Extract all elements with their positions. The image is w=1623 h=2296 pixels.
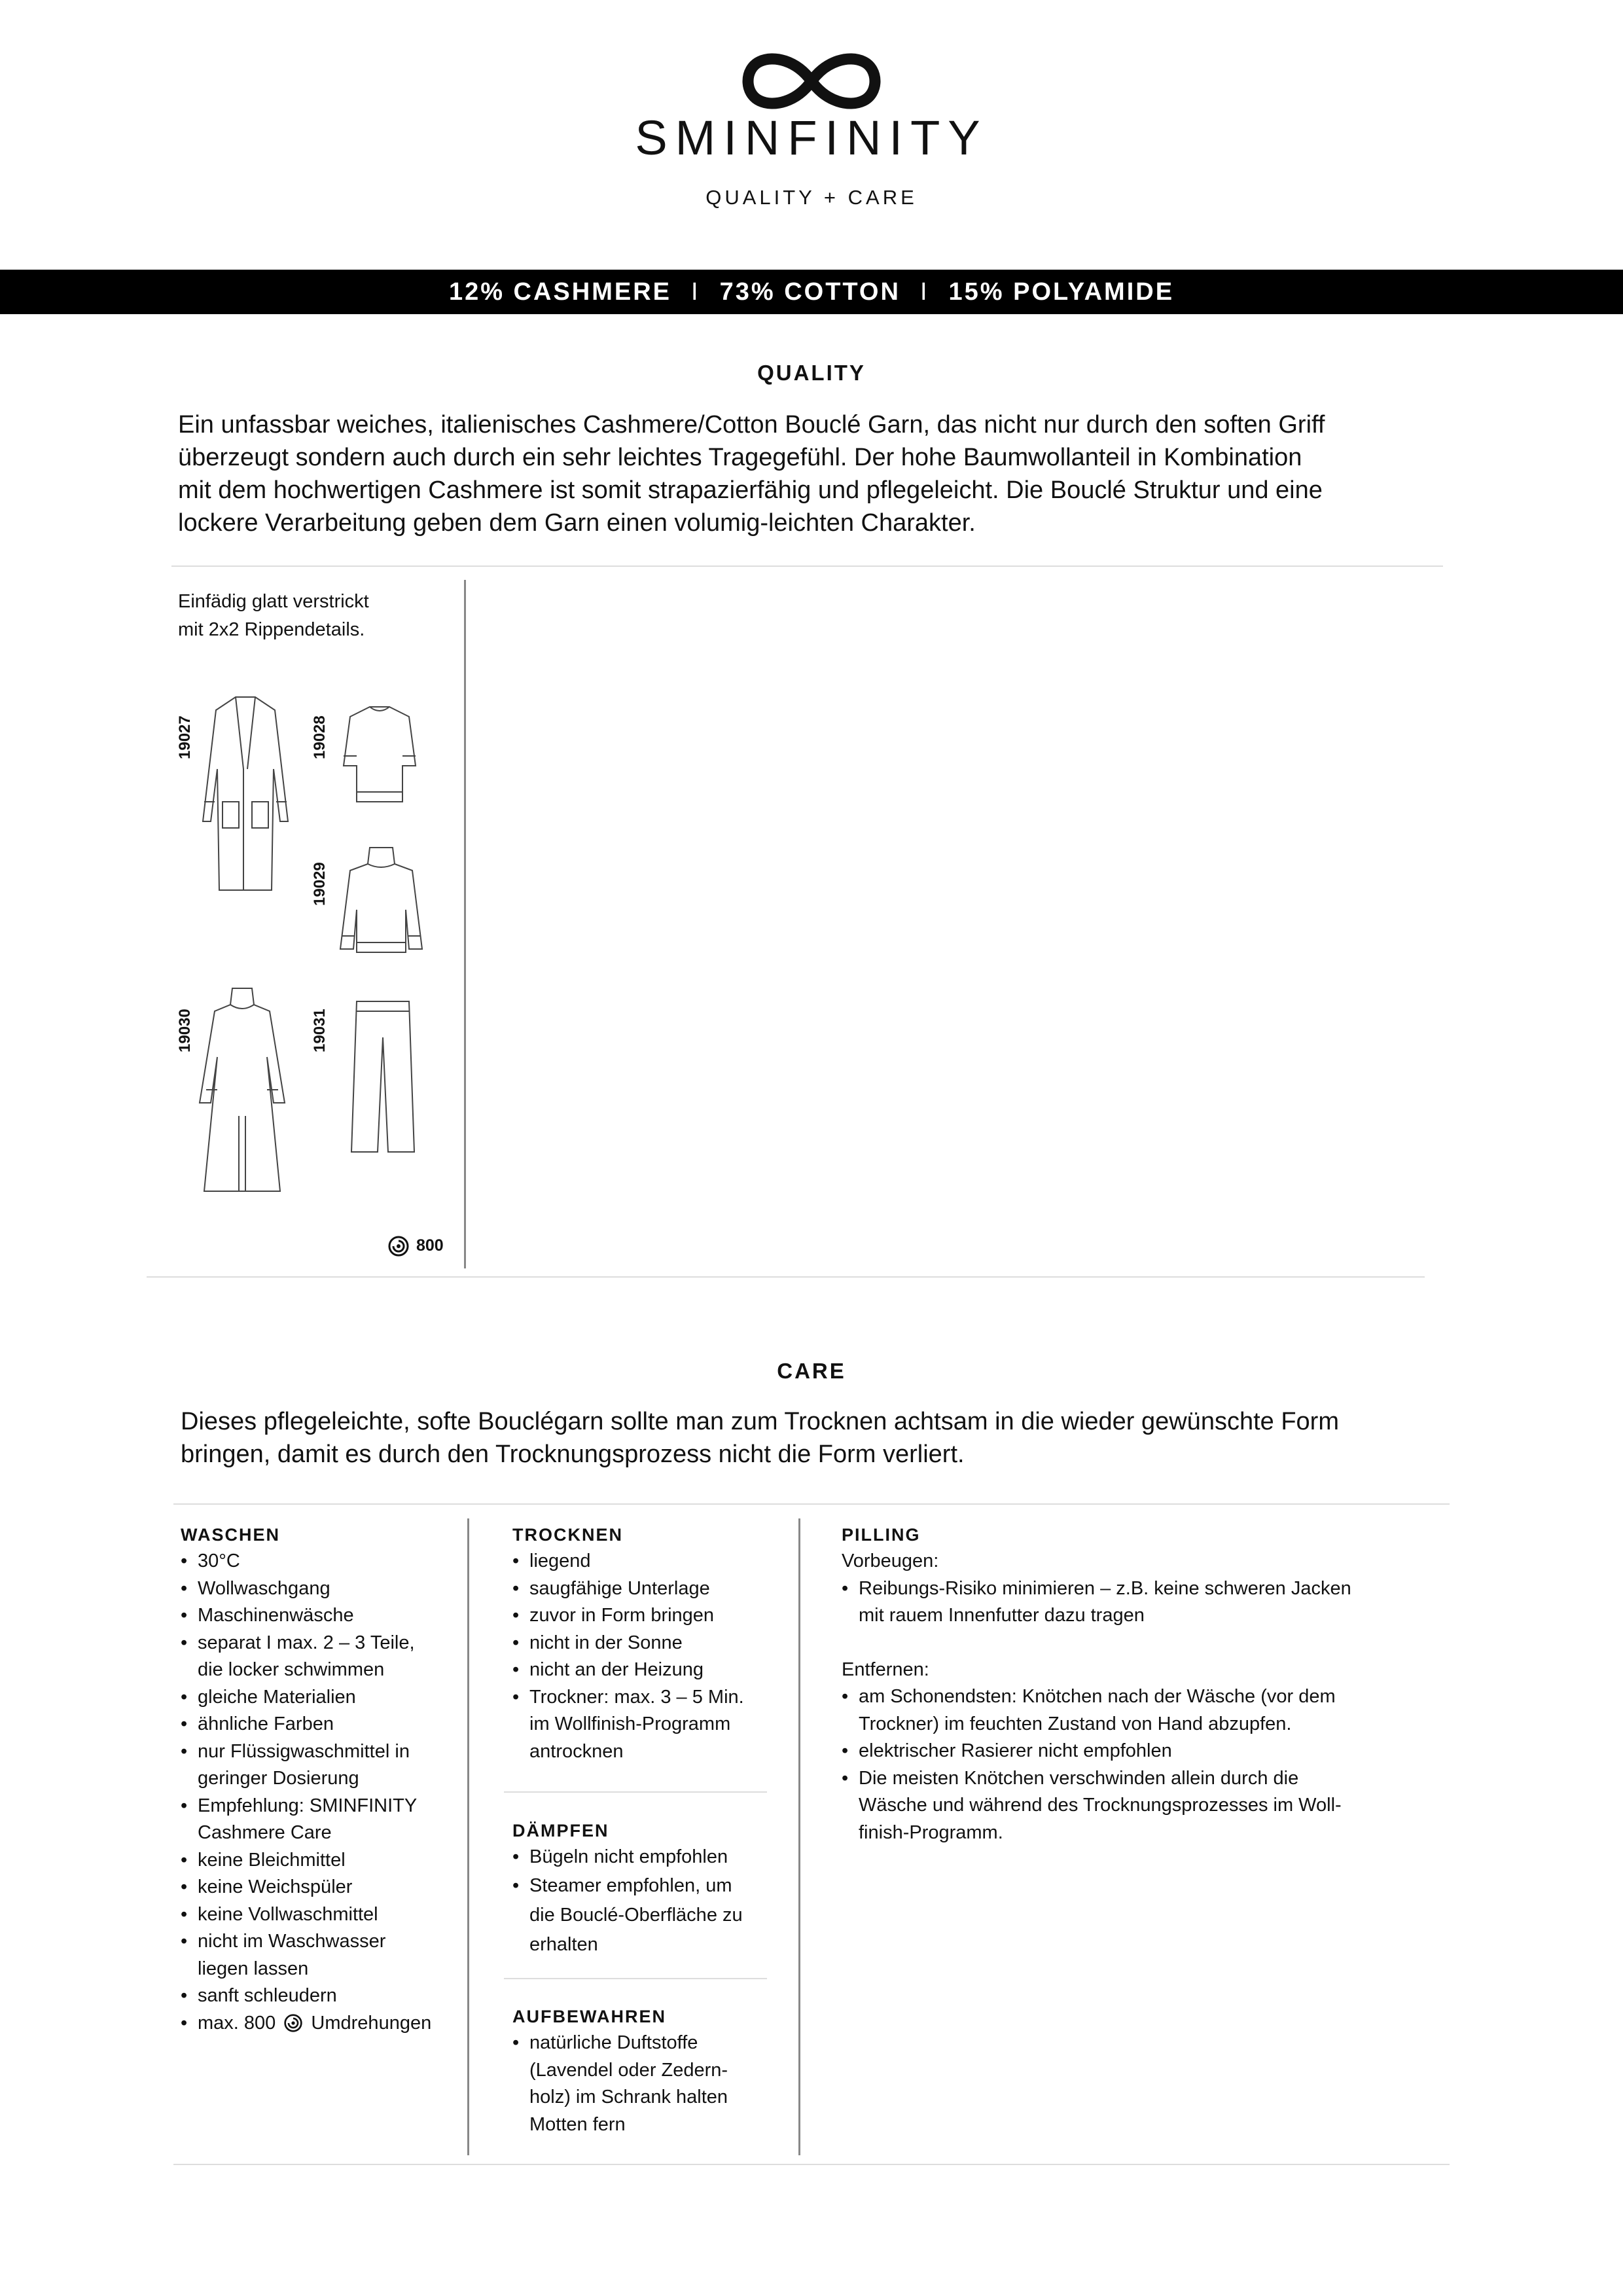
aufbewahren-column — [512, 2007, 787, 2138]
column-divider — [467, 1518, 469, 2155]
list-item: • Reibungs-Risiko minimieren – z.B. keine schweren Jacken mit rauem Innenfutter dazu tragen — [842, 1575, 1431, 1630]
column-divider — [798, 1518, 800, 2155]
brand-name: SMINFINITY — [635, 111, 988, 165]
tagline: QUALITY + CARE — [705, 186, 918, 209]
waschen-list — [181, 1548, 455, 2037]
list-item: • ähnliche Farben — [181, 1711, 455, 1738]
divider — [147, 1276, 1425, 1278]
turtleneck-sketch-19029 — [337, 844, 425, 962]
composition-separator: I — [691, 278, 700, 306]
quality-title: QUALITY — [757, 361, 866, 385]
list-item: • separat I max. 2 – 3 Teile, die locker schwimmen — [181, 1630, 455, 1684]
quality-line: mit dem hochwertigen Cashmere ist somit strapazierfähig und pflegeleicht. Die Bouclé Struktur und eine — [178, 476, 1323, 504]
pilling-entfernen-label: Entfernen: — [842, 1659, 929, 1680]
quality-line: lockere Verarbeitung geben dem Garn einen volumig-leichten Charakter. — [178, 509, 976, 537]
aufbewahren-list — [512, 2030, 787, 2138]
pilling-vorbeugen-label: Vorbeugen: — [842, 1551, 939, 1571]
divider — [171, 565, 1443, 567]
list-item: • gleiche Materialien — [181, 1684, 455, 1712]
quality-line: überzeugt sondern auch durch ein sehr leichtes Tragegefühl. Der hohe Baumwollanteil in Kombination — [178, 444, 1302, 471]
infinity-logo-icon — [738, 47, 885, 115]
care-description — [181, 1405, 1489, 1471]
list-item: • keine Vollwaschmittel — [181, 1901, 455, 1929]
model-number-19028: 19028 — [311, 715, 329, 759]
waschen-title: WASCHEN — [181, 1525, 281, 1545]
list-item: • keine Bleichmittel — [181, 1847, 455, 1874]
daempfen-title: DÄMPFEN — [512, 1821, 609, 1840]
list-item: • Trockner: max. 3 – 5 Min. im Wollfinish-Programm antrocknen — [512, 1684, 787, 1766]
list-item: • zuvor in Form bringen — [512, 1602, 787, 1630]
list-item: • nicht an der Heizung — [512, 1657, 787, 1684]
composition-bar — [0, 270, 1623, 314]
spin-icon — [283, 2013, 303, 2033]
pilling-title: PILLING — [842, 1525, 921, 1545]
list-item: • am Schonendsten: Knötchen nach der Wäsche (vor dem Trockner) im feuchten Zustand von Hand abzupfen. — [842, 1683, 1431, 1738]
list-item: • liegend — [512, 1548, 787, 1575]
list-item: • nicht in der Sonne — [512, 1630, 787, 1657]
pilling-vorbeugen-list — [842, 1575, 1431, 1630]
waschen-column — [181, 1525, 455, 2037]
divider — [504, 1791, 767, 1793]
model-number-19030: 19030 — [176, 1009, 194, 1052]
composition-cotton: 73% COTTON — [719, 278, 901, 306]
column-divider — [464, 580, 466, 1268]
care-title: CARE — [777, 1359, 846, 1383]
list-item: • Die meisten Knötchen verschwinden allein durch die Wäsche und während des Trocknungsprozesses im Woll- finish-Programm. — [842, 1765, 1431, 1847]
list-item: • natürliche Duftstoffe (Lavendel oder Zedern- holz) im Schrank halten Motten fern — [512, 2030, 787, 2138]
daempfen-column — [512, 1821, 787, 1960]
trocknen-title: TROCKNEN — [512, 1525, 623, 1545]
spin-speed-unit: Umdrehungen — [311, 2012, 432, 2034]
pilling-column — [842, 1525, 1431, 1846]
list-item: • Bügeln nicht empfohlen — [512, 1844, 787, 1871]
spin-speed-value: max. 800 — [198, 2012, 276, 2034]
knit-note — [178, 588, 369, 644]
list-item: • elektrischer Rasierer nicht empfohlen — [842, 1738, 1431, 1765]
care-line: bringen, damit es durch den Trocknungsprozess nicht die Form verliert. — [181, 1441, 965, 1468]
dress-sketch-19030 — [196, 985, 288, 1198]
divider — [504, 1978, 767, 1979]
list-item: • saugfähige Unterlage — [512, 1575, 787, 1603]
list-item: • 30°C — [181, 1548, 455, 1575]
model-number-19031: 19031 — [311, 1009, 329, 1052]
list-item: • Maschinenwäsche — [181, 1602, 455, 1630]
list-item: • Steamer empfohlen, um die Bouclé-Oberfläche zu erhalten — [512, 1871, 787, 1960]
list-item — [181, 2010, 455, 2037]
daempfen-list — [512, 1844, 787, 1960]
divider — [173, 2164, 1450, 2165]
list-item: • keine Weichspüler — [181, 1874, 455, 1901]
care-line: Dieses pflegeleichte, softe Bouclégarn sollte man zum Trocknen achtsam in die wieder gewünschte Form — [181, 1408, 1339, 1435]
knit-note-line: mit 2x2 Rippendetails. — [178, 619, 365, 640]
knit-note-line: Einfädig glatt verstrickt — [178, 591, 369, 612]
model-number-19029: 19029 — [311, 862, 329, 906]
pilling-entfernen-list — [842, 1683, 1431, 1846]
list-item: • sanft schleudern — [181, 1982, 455, 2010]
composition-separator: I — [919, 278, 929, 306]
composition-polyamide: 15% POLYAMIDE — [948, 278, 1175, 306]
trousers-sketch-19031 — [344, 998, 422, 1158]
coat-sketch-19027 — [196, 691, 294, 897]
trocknen-column — [512, 1525, 787, 1765]
aufbewahren-title: AUFBEWAHREN — [512, 2007, 666, 2026]
composition-cashmere: 12% CASHMERE — [448, 278, 672, 306]
list-item: • Empfehlung: SMINFINITY Cashmere Care — [181, 1793, 455, 1847]
trocknen-list — [512, 1548, 787, 1765]
quality-description — [178, 408, 1487, 539]
list-item: • nur Flüssigwaschmittel in geringer Dosierung — [181, 1738, 455, 1793]
yarn-length: 800 — [416, 1236, 444, 1255]
divider — [173, 1503, 1450, 1505]
quality-line: Ein unfassbar weiches, italienisches Cashmere/Cotton Bouclé Garn, das nicht nur durch den soften Griff — [178, 411, 1325, 439]
list-item: • Wollwaschgang — [181, 1575, 455, 1603]
spin-icon — [387, 1235, 410, 1257]
sweater-sketch-19028 — [340, 700, 419, 808]
list-item: • nicht im Waschwasser liegen lassen — [181, 1928, 455, 1982]
model-number-19027: 19027 — [176, 715, 194, 759]
